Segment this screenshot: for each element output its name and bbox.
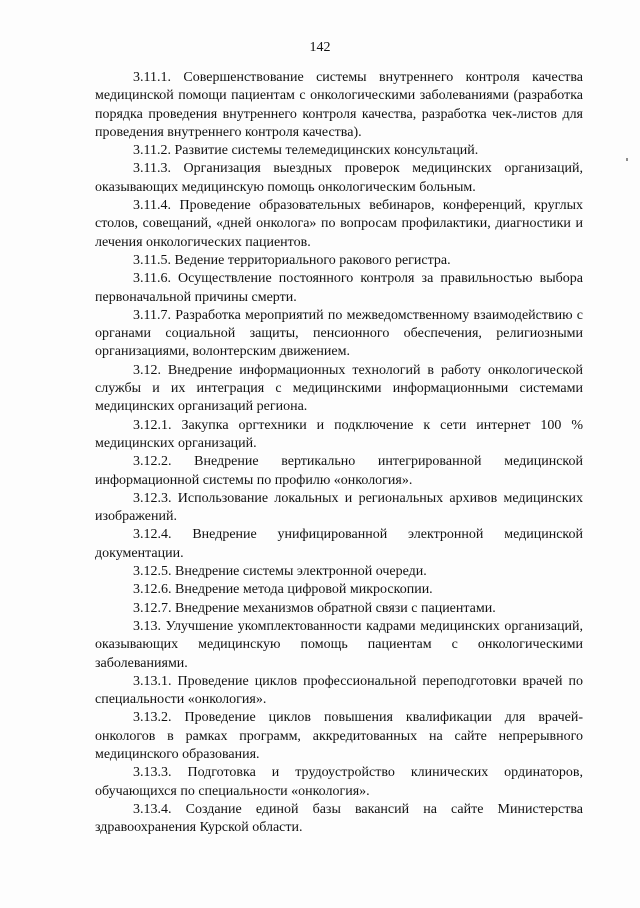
paragraph-3-13-4: 3.13.4. Создание единой базы вакансий на сайте Министерства здравоохранения Курской области. bbox=[95, 801, 583, 836]
paragraph-3-13-3: 3.13.3. Подготовка и трудоустройство клинических ординаторов, обучающихся по специальности «онкология». bbox=[95, 765, 583, 799]
paragraph-3-11-7: 3.11.7. Разработка мероприятий по межведомственному взаимодействию с органами социальной защиты, пенсионного обеспечения, религиозными организациями, волонтерским движением. bbox=[95, 307, 583, 360]
paragraph-3-13-1: 3.13.1. Проведение циклов профессиональной переподготовки врачей по специальности «онкология». bbox=[95, 673, 583, 708]
paragraph-3-11-6: 3.11.6. Осуществление постоянного контроля за правильностью выбора первоначальной причины смерти. bbox=[95, 271, 583, 305]
document-body bbox=[95, 69, 583, 837]
paragraph-3-11-1: 3.11.1. Совершенствование системы внутреннего контроля качества медицинской помощи пациентам с онкологическими заболеваниями (разработка порядка проведения внутреннего контроля качества, разработка чек-листов для проведения внутреннего контроля качества). bbox=[95, 70, 583, 140]
paragraph-3-12-6: 3.12.6. Внедрение метода цифровой микроскопии. bbox=[133, 582, 433, 598]
paragraph-3-12-7: 3.12.7. Внедрение механизмов обратной связи с пациентами. bbox=[133, 600, 496, 616]
scan-speck bbox=[626, 158, 628, 161]
paragraph-3-12-3: 3.12.3. Использование локальных и региональных архивов медицинских изображений. bbox=[95, 490, 583, 525]
paragraph-3-12-1: 3.12.1. Закупка оргтехники и подключение к сети интернет 100 % медицинских организаций. bbox=[95, 417, 583, 451]
paragraph-3-12-2: 3.12.2. Внедрение вертикально интегрированной медицинской информационной системы по профилю «онкология». bbox=[95, 454, 583, 488]
paragraph-3-13-2: 3.13.2. Проведение циклов повышения квалификации для врачей-онкологов в рамках программ, аккредитованных на сайте непрерывного медицинского образования. bbox=[95, 710, 583, 762]
paragraph-3-11-3: 3.11.3. Организация выездных проверок медицинских организаций, оказывающих медицинскую помощь онкологическим больным. bbox=[95, 161, 583, 195]
paragraph-3-12-5: 3.12.5. Внедрение системы электронной очереди. bbox=[133, 564, 427, 580]
paragraph-3-11-5: 3.11.5. Ведение территориального ракового регистра. bbox=[133, 252, 451, 268]
paragraph-3-12: 3.12. Внедрение информационных технологий в работу онкологической службы и их интеграция с медицинскими информационными системами медицинских организаций региона. bbox=[95, 362, 583, 415]
paragraph-3-11-4: 3.11.4. Проведение образовательных вебинаров, конференций, круглых столов, совещаний, «дней онколога» по вопросам профилактики, диагностики и лечения онкологических пациентов. bbox=[95, 198, 583, 250]
page-number: 142 bbox=[309, 40, 331, 55]
paragraph-3-12-4: 3.12.4. Внедрение унифицированной электронной медицинской документации. bbox=[95, 527, 583, 561]
paragraph-3-13: 3.13. Улучшение укомплектованности кадрами медицинских организаций, оказывающих медицинскую помощь пациентам с онкологическими заболеваниями. bbox=[95, 618, 583, 671]
paragraph-3-11-2: 3.11.2. Развитие системы телемедицинских консультаций. bbox=[133, 143, 479, 159]
